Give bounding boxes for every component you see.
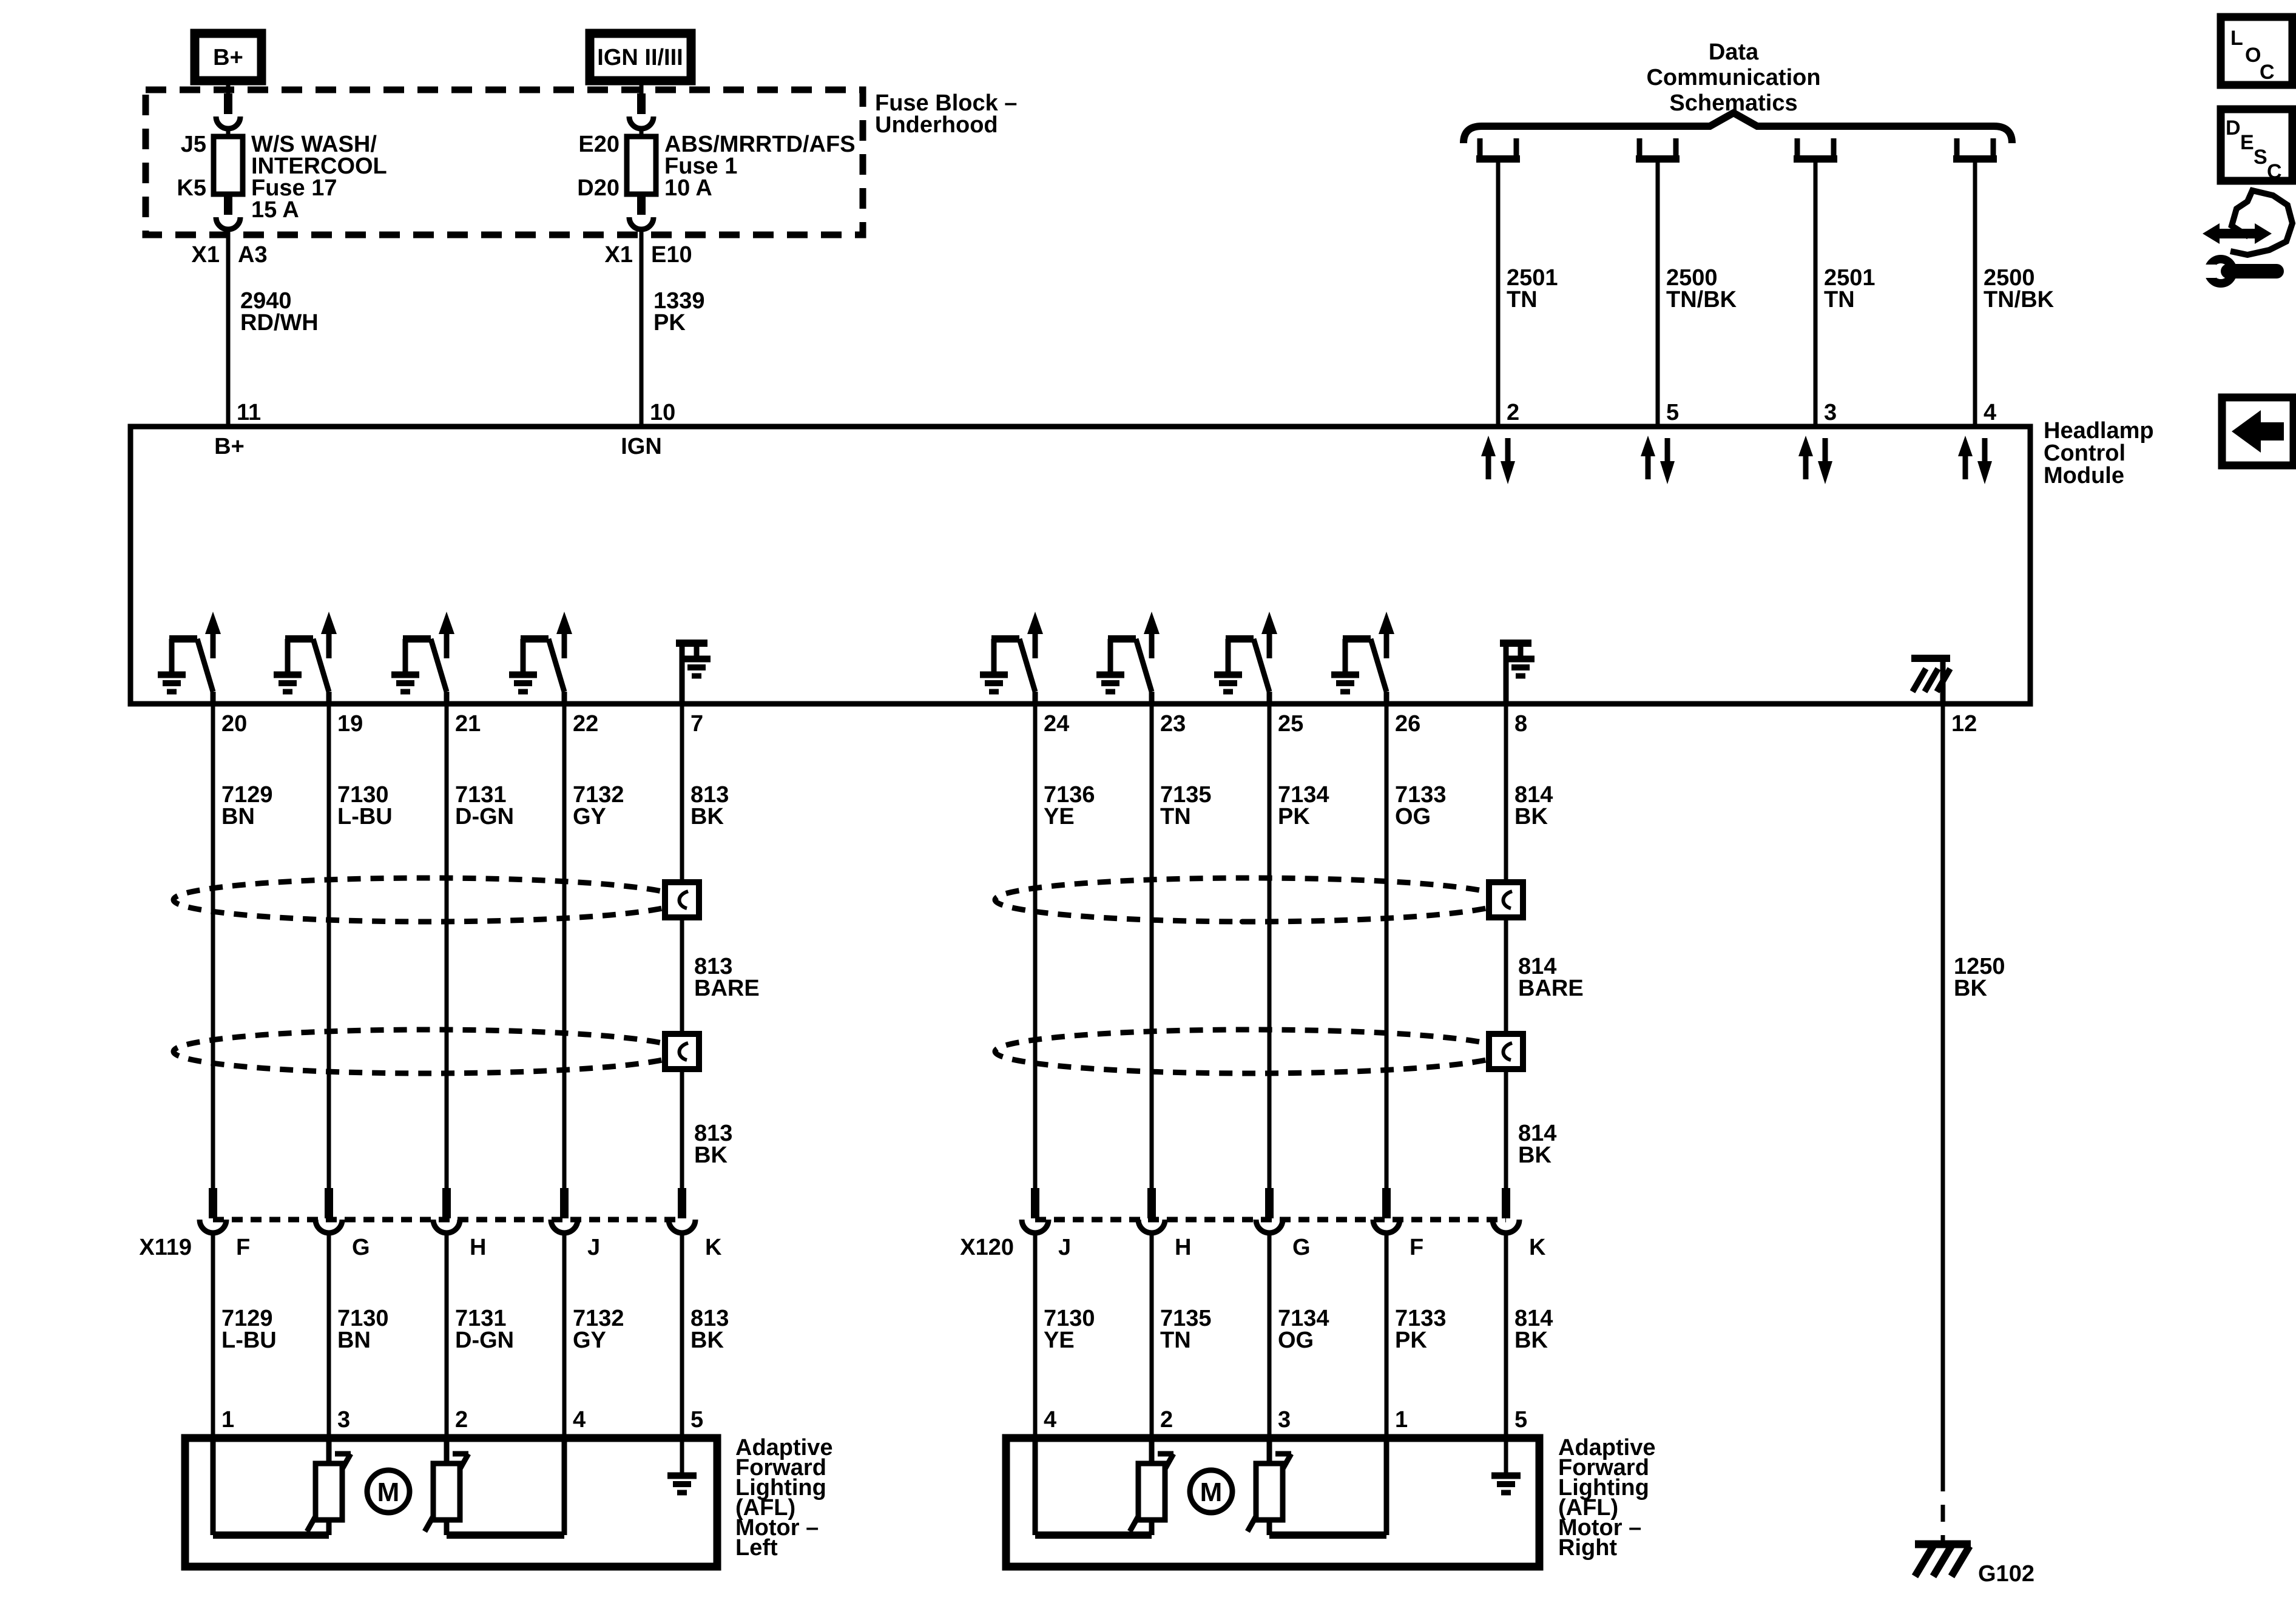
ignition-feed: [577, 33, 855, 459]
wire-color: PK: [1278, 804, 1310, 829]
position-sensor: [307, 1454, 351, 1531]
shield-tap: [665, 882, 699, 917]
wire-circuit: 2500: [1984, 265, 2035, 291]
wire-circuit: 2500: [1666, 265, 1718, 291]
wire-color: BK: [690, 804, 724, 829]
wire-circuit: 7130: [337, 1306, 389, 1331]
module-output-drivers: [158, 612, 1950, 704]
module-pin: 5: [1666, 400, 1680, 425]
bidirectional-arrows: [1798, 436, 1832, 484]
wire-color: BN: [221, 804, 255, 829]
motor-letter: M: [377, 1477, 400, 1507]
shield-tap: [1489, 1034, 1523, 1069]
wire-circuit: 1339: [653, 288, 705, 314]
motor-pin: 5: [690, 1407, 704, 1433]
wire-color: D-GN: [455, 804, 515, 829]
connector-id: X120: [960, 1235, 1014, 1260]
position-sensor: [1248, 1454, 1291, 1531]
internal-ground: [667, 1438, 697, 1493]
wire-circuit: 814: [1514, 1306, 1553, 1331]
loc-letter: L: [2230, 27, 2243, 50]
motor-pin: 2: [455, 1407, 468, 1433]
wire-circuit: 7129: [221, 1306, 273, 1331]
wire-color: PK: [653, 310, 686, 336]
shield-insulation: BARE: [1518, 976, 1584, 1001]
wire-circuit: 7131: [455, 1306, 507, 1331]
module-pin: 25: [1278, 711, 1304, 737]
fuse-cavity-top: J5: [180, 132, 206, 157]
connector-id: X1: [191, 242, 220, 268]
fuse-cavity-bottom: D20: [577, 175, 620, 201]
fuse-name: ABS/MRRTD/AFS: [664, 132, 856, 157]
wire-circuit: 814: [1518, 1121, 1557, 1146]
loc-letter: O: [2245, 44, 2261, 67]
fuse-id: Fuse 1: [664, 154, 738, 179]
wire-color: BN: [337, 1328, 371, 1353]
wire-circuit: 7130: [337, 782, 389, 808]
module-name-line: Headlamp: [2044, 418, 2154, 444]
shield-ellipse: [174, 878, 682, 922]
motor-label: Lighting: [735, 1475, 826, 1501]
wire-color: OG: [1278, 1328, 1314, 1353]
motor-pin: 1: [221, 1407, 235, 1433]
bidirectional-arrows: [1958, 436, 1992, 484]
fuse-1-symbol: [627, 137, 656, 194]
terminal-id: H: [470, 1235, 487, 1260]
back-button[interactable]: [2222, 397, 2294, 465]
nav-icons: [2201, 17, 2294, 465]
wire-color: BK: [1954, 976, 1987, 1001]
motor-letter: M: [1200, 1477, 1223, 1507]
connector-id: X1: [604, 242, 633, 268]
module-pin: 23: [1160, 711, 1186, 737]
wire-circuit: 7133: [1395, 1306, 1447, 1331]
shield-tap: [1489, 882, 1523, 917]
position-sensor: [1130, 1454, 1173, 1531]
wire-circuit: 7136: [1044, 782, 1095, 808]
motor-pin: 4: [1044, 1407, 1057, 1433]
wire-color: TN: [1160, 1328, 1191, 1353]
fuse-name: INTERCOOL: [251, 154, 387, 179]
motor-label: Motor –: [1558, 1515, 1642, 1541]
wire-color: TN/BK: [1666, 287, 1737, 312]
wire-circuit: 7134: [1278, 782, 1329, 808]
bidirectional-arrows: [1481, 436, 1515, 484]
fuse-block-label: Underhood: [875, 112, 998, 138]
terminal-id: F: [236, 1235, 251, 1260]
wire-color: BK: [1514, 804, 1548, 829]
afl-motor-right: [1006, 1435, 1655, 1567]
shield-insulation: BARE: [694, 976, 760, 1001]
back-arrow-icon: [2232, 410, 2284, 453]
shield-ellipse: [174, 1030, 682, 1073]
wire-color: GY: [573, 804, 606, 829]
motor-label: Motor –: [735, 1515, 819, 1541]
motor-pin: 3: [337, 1407, 351, 1433]
terminal-id: G: [352, 1235, 370, 1260]
wire-color: BK: [690, 1328, 724, 1353]
data-comm-label: Data: [1708, 39, 1759, 65]
module-pin: 4: [1984, 400, 1997, 425]
motor-pin: 4: [573, 1407, 586, 1433]
motor-label: (AFL): [1558, 1495, 1619, 1521]
wire-color: YE: [1044, 804, 1075, 829]
wire-circuit: 814: [1514, 782, 1553, 808]
module-pin: 21: [455, 711, 481, 737]
chassis-ground-pin12: [1911, 658, 1950, 704]
desc-letter: C: [2267, 160, 2282, 183]
motor-pin: 5: [1514, 1407, 1528, 1433]
terminal-id: K: [1529, 1235, 1546, 1260]
wire-circuit: 2940: [240, 288, 292, 314]
afl-motor-left: [185, 1435, 832, 1567]
loc-button[interactable]: [2221, 17, 2292, 85]
data-comm-label: Schematics: [1669, 90, 1798, 116]
fuse-name: W/S WASH/: [251, 132, 377, 157]
wire-circuit: 813: [690, 1306, 729, 1331]
shield-ellipse: [995, 1030, 1506, 1073]
wire-circuit: 7131: [455, 782, 507, 808]
ground-id: G102: [1978, 1561, 2034, 1587]
fuse-cavity-top: E20: [578, 132, 620, 157]
module-pin: 3: [1824, 400, 1837, 425]
b-plus-label: B+: [213, 45, 243, 70]
module-pin: 20: [221, 711, 248, 737]
motor-label: Left: [735, 1535, 778, 1561]
module-pin: 10: [650, 400, 676, 425]
wire-circuit: 1250: [1954, 954, 2005, 979]
wire-circuit: 7135: [1160, 1306, 1212, 1331]
left-afl-branch: [139, 704, 832, 1567]
module-pin: 7: [690, 711, 704, 737]
wire-color: GY: [573, 1328, 606, 1353]
wire-circuit: 7133: [1395, 782, 1447, 808]
module-pin: 2: [1507, 400, 1520, 425]
wire-color: BK: [1514, 1328, 1548, 1353]
desc-letter: D: [2226, 116, 2241, 140]
desc-button[interactable]: [2221, 109, 2292, 183]
fuse-17-symbol: [214, 137, 243, 194]
motor-label: Adaptive: [735, 1435, 833, 1460]
module-pin-function: B+: [214, 434, 245, 459]
chassis-ground-icon: [1915, 1544, 1971, 1576]
wire-color: BK: [1518, 1143, 1551, 1168]
brace: [1464, 113, 2012, 143]
fuse-id: Fuse 17: [251, 175, 337, 201]
wire-circuit: 813: [694, 1121, 733, 1146]
motor-label: Forward: [1558, 1455, 1649, 1480]
position-sensor: [425, 1454, 468, 1531]
wire-circuit: 7135: [1160, 782, 1212, 808]
module-pin: 19: [337, 711, 363, 737]
connector-id: X119: [139, 1235, 192, 1260]
shield-ellipse: [995, 878, 1506, 922]
motor-label: Lighting: [1558, 1475, 1649, 1501]
shield-tap: [665, 1034, 699, 1069]
wire-color: L-BU: [221, 1328, 277, 1353]
module-pin: 11: [237, 400, 262, 425]
fuse-block-label: Fuse Block –: [875, 90, 1018, 116]
wire-color: D-GN: [455, 1328, 515, 1353]
wire-circuit: 7129: [221, 782, 273, 808]
terminal-id: G: [1292, 1235, 1311, 1260]
module-name-line: Module: [2044, 463, 2124, 488]
module-pin: 24: [1044, 711, 1070, 737]
wire-color: TN: [1507, 287, 1538, 312]
module-pin: 8: [1514, 711, 1528, 737]
wire-circuit: 2501: [1507, 265, 1558, 291]
fuse-rating: 10 A: [664, 175, 712, 201]
wire-circuit: 813: [690, 782, 729, 808]
service-info-icon[interactable]: [2201, 191, 2292, 283]
data-communication: [1464, 39, 2055, 484]
motor-label: Right: [1558, 1535, 1618, 1561]
internal-ground: [1491, 1438, 1521, 1493]
wire-circuit: 7134: [1278, 1306, 1329, 1331]
module-pin: 22: [573, 711, 599, 737]
loc-letter: C: [2260, 61, 2275, 84]
shield-circuit: 814: [1518, 954, 1557, 979]
wire-color: BK: [694, 1143, 728, 1168]
ign-label: IGN II/III: [597, 45, 683, 70]
wire-color: YE: [1044, 1328, 1075, 1353]
motor-label: Forward: [735, 1455, 826, 1480]
ground-path: [1915, 704, 2034, 1587]
motor-pin: 1: [1395, 1407, 1408, 1433]
desc-letter: E: [2240, 131, 2254, 154]
terminal-id: J: [587, 1235, 601, 1260]
motor-label: (AFL): [735, 1495, 796, 1521]
wire-circuit: 7132: [573, 1306, 624, 1331]
module-pin: 12: [1951, 711, 1977, 737]
wire-circuit: 7130: [1044, 1306, 1095, 1331]
desc-letter: S: [2254, 146, 2267, 169]
bidirectional-arrows: [1641, 436, 1675, 484]
connector-cavity: A3: [238, 242, 268, 268]
module-pin: 26: [1395, 711, 1421, 737]
terminal-id: J: [1058, 1235, 1072, 1260]
right-afl-branch: [960, 704, 1655, 1567]
wire-color: TN/BK: [1984, 287, 2055, 312]
shield-circuit: 813: [694, 954, 733, 979]
fuse-rating: 15 A: [251, 197, 299, 223]
wire-color: OG: [1395, 804, 1431, 829]
data-comm-label: Communication: [1646, 65, 1821, 90]
terminal-id: K: [705, 1235, 722, 1260]
module-pin-function: IGN: [621, 434, 662, 459]
wire-color: TN: [1160, 804, 1191, 829]
wire-color: L-BU: [337, 804, 393, 829]
wire-color: RD/WH: [240, 310, 319, 336]
wire-color: TN: [1824, 287, 1855, 312]
terminal-id: H: [1175, 1235, 1192, 1260]
motor-pin: 2: [1160, 1407, 1173, 1433]
battery-feed: [177, 33, 387, 459]
module-name-line: Control: [2044, 441, 2126, 466]
connector-cavity: E10: [651, 242, 692, 268]
fuse-cavity-bottom: K5: [177, 175, 206, 201]
terminal-id: F: [1410, 1235, 1424, 1260]
motor-label: Adaptive: [1558, 1435, 1656, 1460]
wire-circuit: 2501: [1824, 265, 1876, 291]
wire-circuit: 7132: [573, 782, 624, 808]
motor-pin: 3: [1278, 1407, 1291, 1433]
wire-color: PK: [1395, 1328, 1427, 1353]
